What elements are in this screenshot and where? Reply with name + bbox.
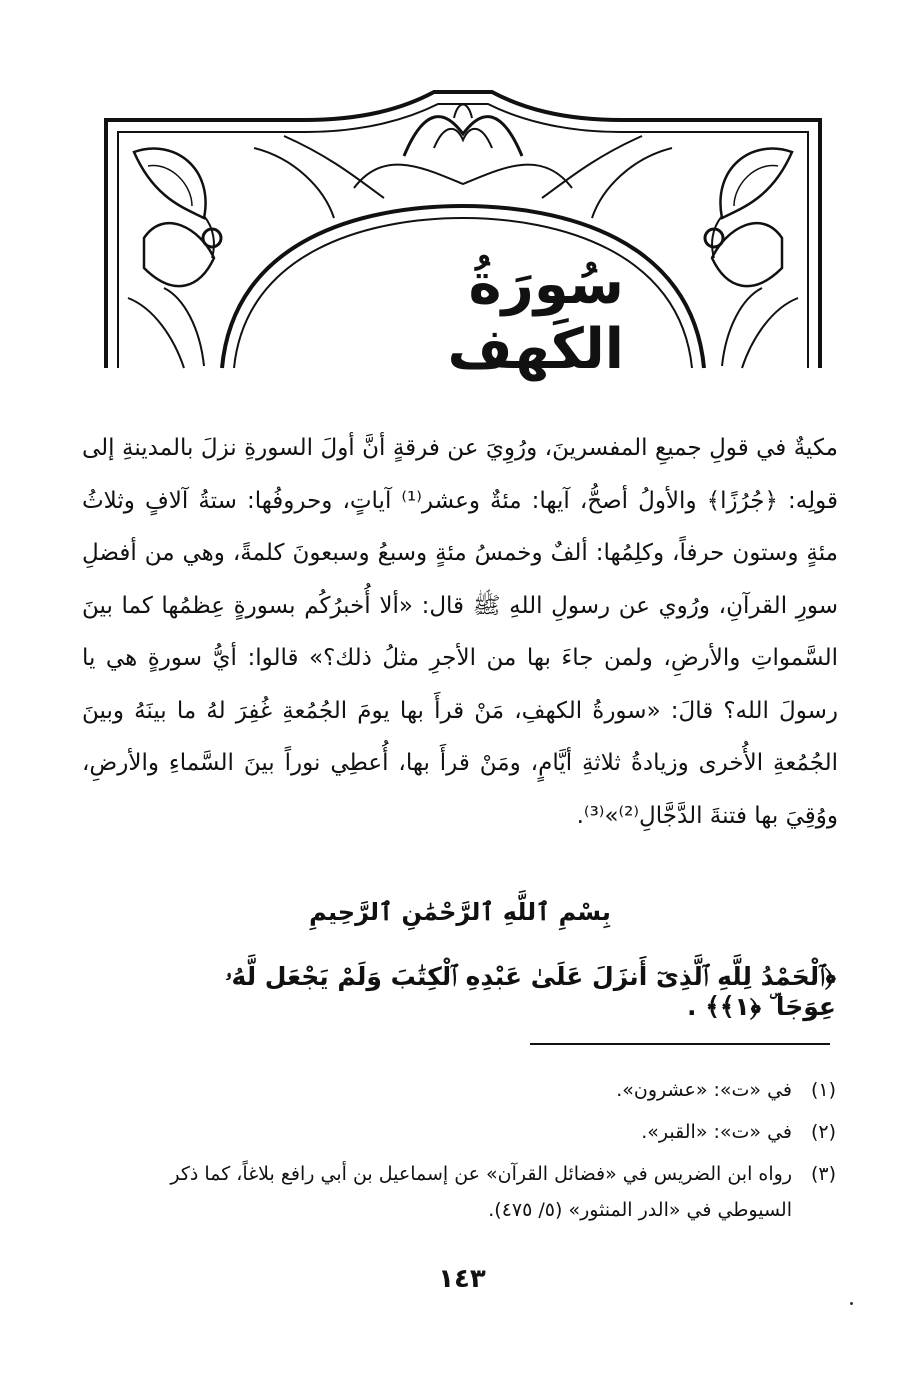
- footnote-number: (١): [810, 1079, 836, 1101]
- footnotes: [96, 1072, 836, 1234]
- footnote: [96, 1072, 836, 1108]
- footnote: [96, 1114, 836, 1150]
- surah-title: سُورَةُ الكَهف: [447, 252, 624, 382]
- footnote-number: (٢): [810, 1121, 836, 1143]
- scan-speck: [850, 1302, 853, 1305]
- footnote-text: رواه ابن الضريس في «فضائل القرآن» عن إسماعيل بن أبي رافع بلاغاً، كما ذكر السيوطي في «الدر المنثور» (٥/ ٤٧٥).: [170, 1163, 792, 1221]
- quran-verse: ﴿ٱلْحَمْدُ لِلَّهِ ٱلَّذِىٓ أَنزَلَ عَلَىٰ عَبْدِهِ ٱلْكِتَٰبَ وَلَمْ يَجْعَل لَّهُۥ عِوَجَا ۜ ﴿١﴾﴾ .: [225, 962, 836, 1021]
- footnote-number: (٣): [810, 1163, 836, 1185]
- basmala: بِسْمِ ٱللَّهِ ٱلرَّحْمَٰنِ ٱلرَّحِيمِ: [309, 898, 611, 926]
- footnote-text: في «ت»: «القبر».: [641, 1121, 792, 1143]
- footnote-divider: [530, 1043, 830, 1045]
- footnote-text: في «ت»: «عشرون».: [616, 1079, 792, 1101]
- page-number: ١٤٣: [438, 1264, 486, 1294]
- main-text: [82, 422, 838, 842]
- footnote: [96, 1156, 836, 1228]
- intro-paragraph: مكيةٌ في قولِ جميعِ المفسرينَ، ورُوِيَ عن فرقةٍ أنَّ أولَ السورةِ نزلَ بالمدينةِ إلى قولِه: ﴿جُرُزًا﴾ والأولُ أصحُّ، آيها: مئةٌ وعشر⁽¹⁾ آياتٍ، وحروفُها: ستةُ آلافٍ وثلاثُ مئةٍ وستون حرفاً، وكلِمُها: ألفٌ وخمسُ مئةٍ وسبعُ وسبعونَ كلمةً، وهي من أفضلِ سورِ القرآنِ، ورُوي عن رسولِ اللهِ ﷺ قال: «ألا أُخبرُكُم بسورةٍ عِظمُها كما بينَ السَّمواتِ والأرضِ، ولمن جاءَ بها من الأجرِ مثلُ ذلك؟» قالوا: أيُّ سورةٍ هي يا رسولَ الله؟ قالَ: «سورةُ الكهفِ، مَنْ قرأَ بها يومَ الجُمُعةِ غُفِرَ لهُ ما بينَهُ وبينَ الجُمُعةِ الأُخرى وزيادةُ ثلاثةِ أيَّامٍ، ومَنْ قرأَ بها، أُعطِي نوراً بينَ السَّماءِ والأرضِ، ووُقِيَ بها فتنةَ الدَّجَّالِ⁽²⁾»⁽³⁾.: [82, 435, 838, 829]
